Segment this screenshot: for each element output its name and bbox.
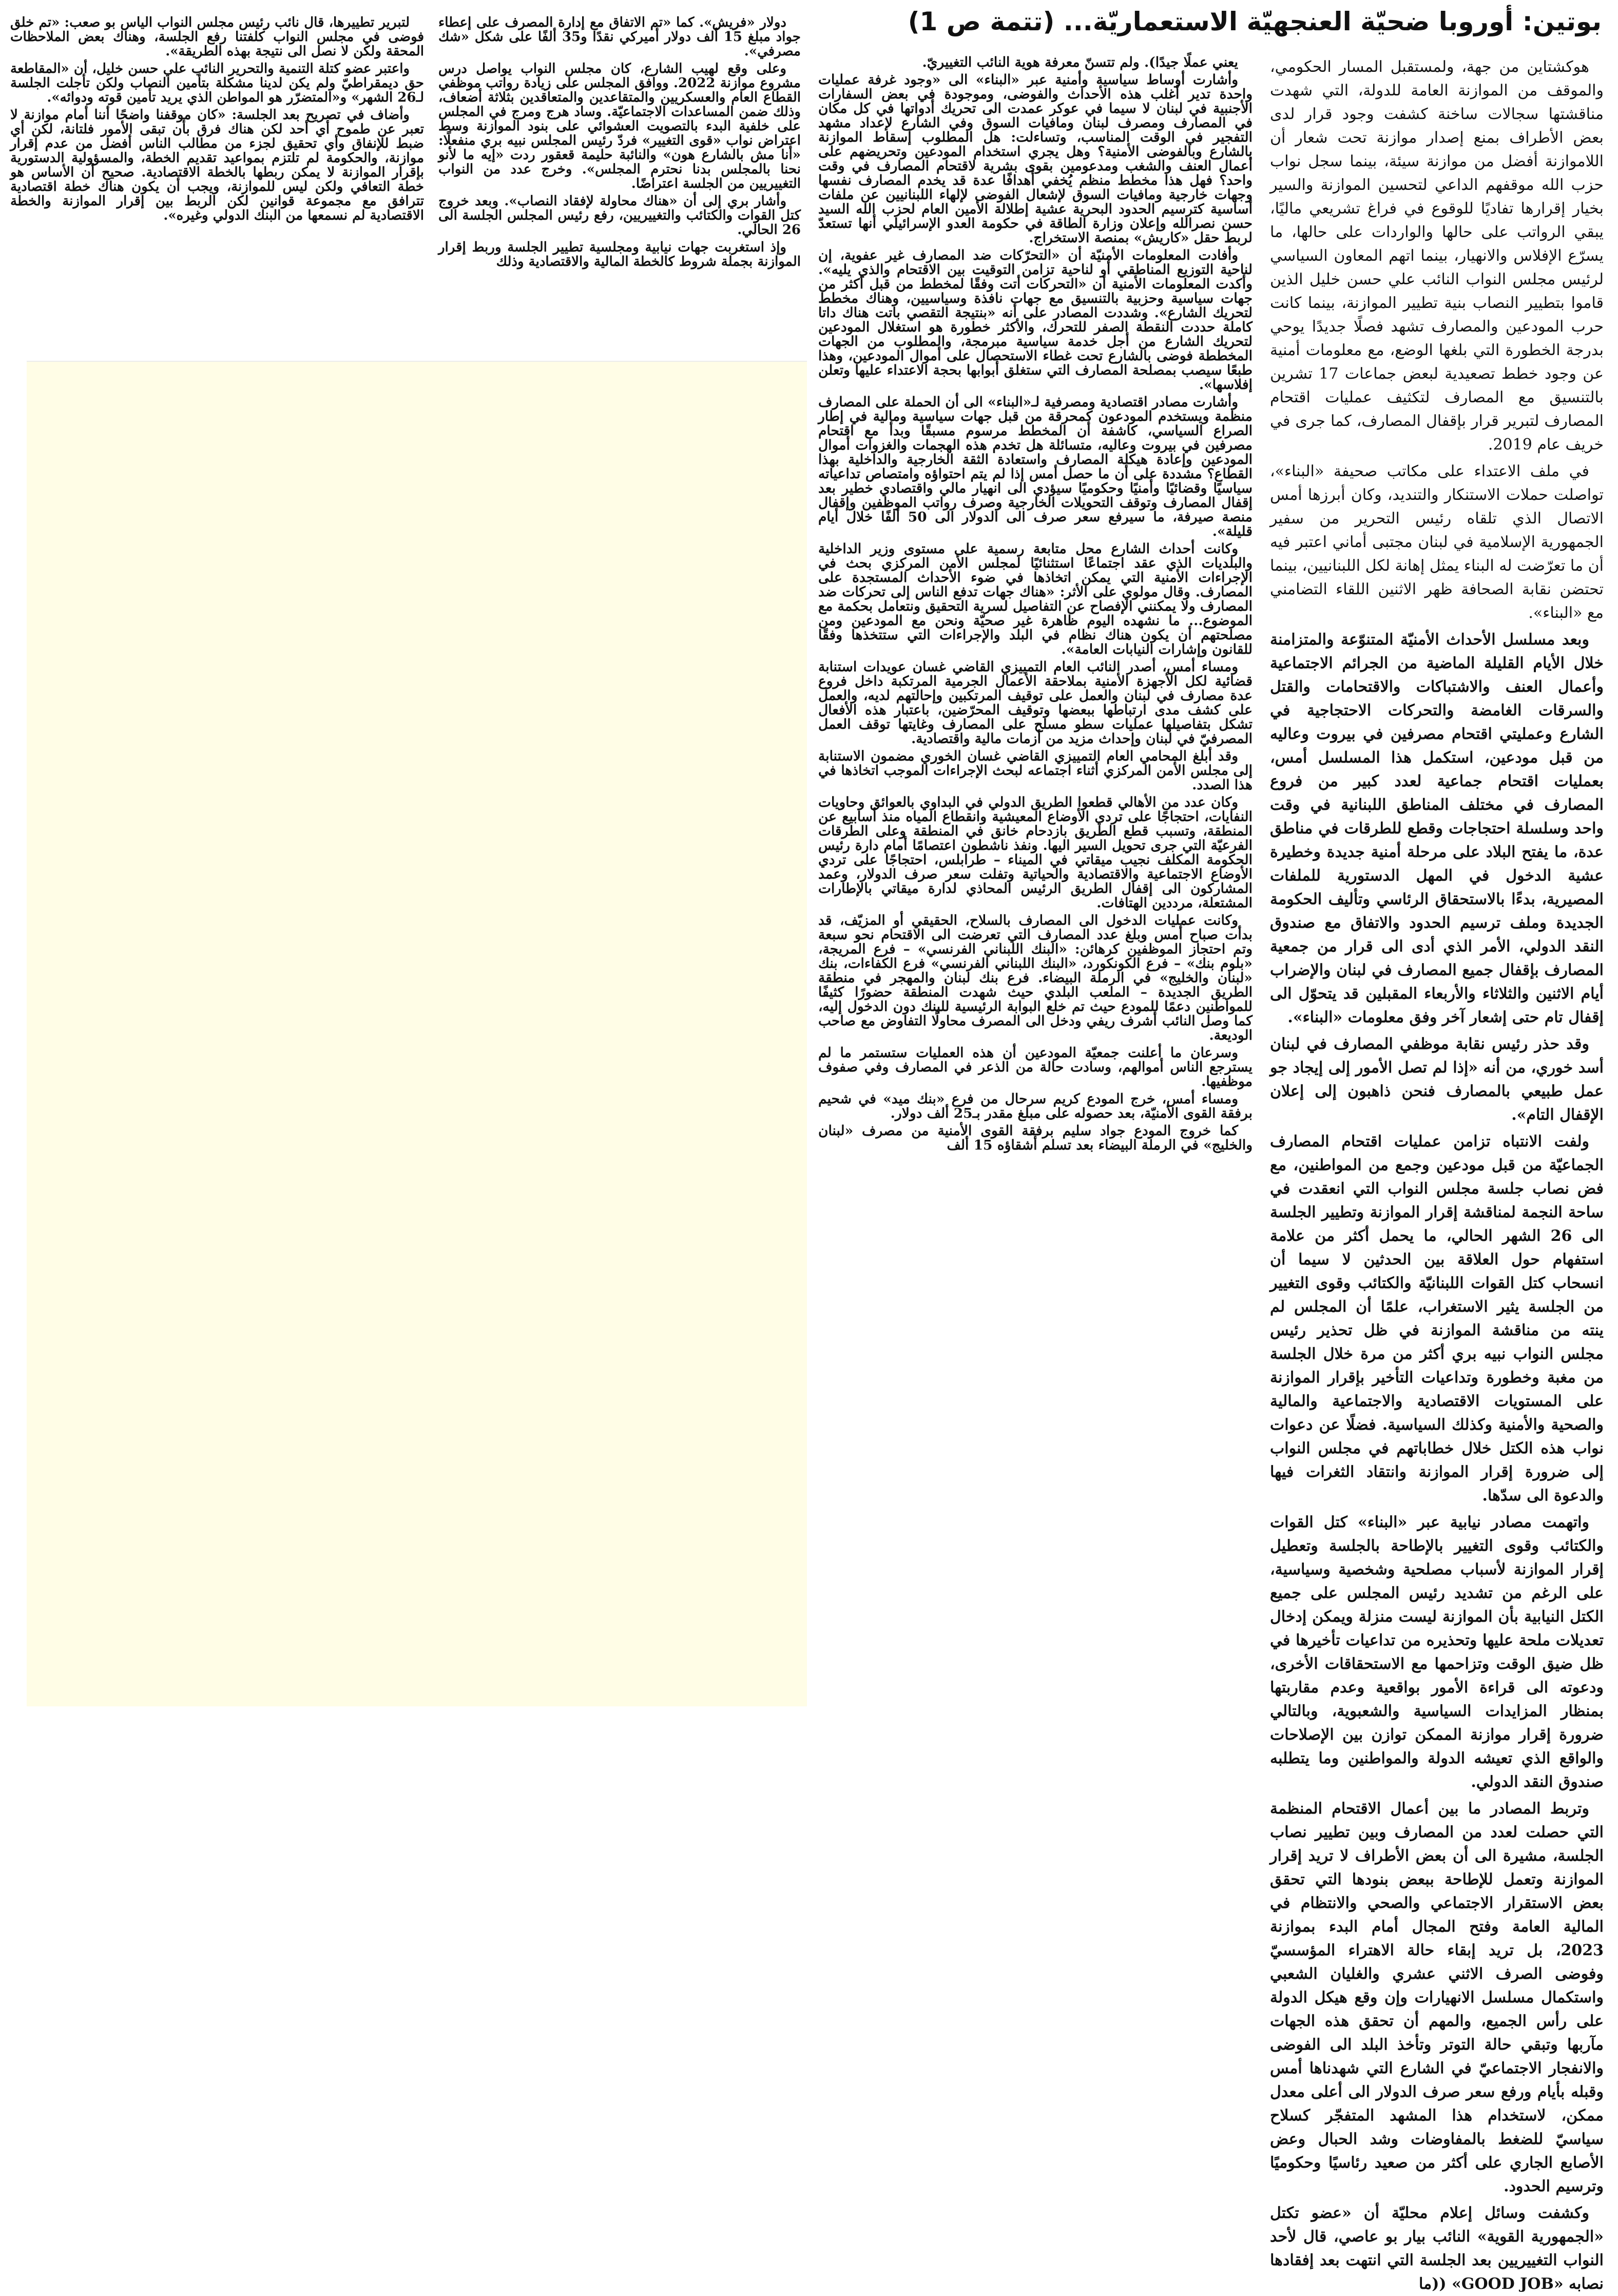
article-paragraph: وسرعان ما أعلنت جمعيّة المودعين أن هذه العمليات ستستمر ما لم يسترجع الناس أموالهم، وسادت حالة من الذعر في المصارف وفي صفوف موظفيها. <box>818 1045 1253 1089</box>
article-paragraph: هوكشتاين من جهة، ولمستقبل المسار الحكومي، والموقف من الموازنة العامة للدولة، التي شهدت مناقشتها سجالات ساخنة كشفت وجود قرار لدى بعض الأطراف بمنع إصدار موازنة تحت شعار أن اللاموازنة أفضل من موازنة سيئة، بينما سجل نواب حزب الله موقفهم الداعي لتحسين الموازنة والسير بخيار إقرارها تفاديًا للوقوع في فراغ تشريعي ماليًا، يبقي الرواتب على حالها والواردات على حالها، ما يسرّع الإفلاس والانهيار، بينما اتهم المعاون السياسي لرئيس مجلس النواب النائب علي حسن خليل الذين قاموا بتطيير النصاب بنية تطيير الموازنة، بينما كانت حرب المودعين والمصارف تشهد فصلًا جديدًا يوحي بدرجة الخطورة التي بلغها الوضع، مع معلومات أمنية عن وجود خطط تصعيدية لبعض جماعات 17 تشرين بالتنسيق مع المصارف لتكثيف عمليات اقتحام المصارف لتبرير قرار بإقفال المصارف، كما جرى في خريف عام 2019. <box>1270 58 1604 454</box>
article-column-1 <box>1270 55 1604 2293</box>
article-column-4 <box>10 15 424 349</box>
article-paragraph: وأفادت المعلومات الأمنيّة أن «التحرّكات ضد المصارف غير عفوية، إن لناحية التوزيع المناطقي أو لناحية تزامن التوقيت بين الاقتحام والذي يليه». وأكدت المعلومات الأمنية أن «التحركات أتت وفقًا لمخطط من قبل أكثر من جهات سياسية وحزبية بالتنسيق مع جهات نافذة وسياسيين، وهناك مخطط لتحريك الشارع». وشددت المصادر على أنه «بنتيجة التقصي باتت هناك داتا كاملة حددت النقطة الصفر للتحرك، والأكثر خطورة هو استغلال المودعين لتحريك الشارع من أجل خدمة سياسية مبرمجة، والمطلوب من الجهات المخططة فوضى بالشارع تحت غطاء الاستحصال على أموال المودعين، وهذا طبعًا سيصب بمصلحة المصارف التي ستغلق أبوابها بحجة الاعتداء عليها وتعلن إفلاسها». <box>818 247 1253 393</box>
article-paragraph: وكان عدد من الأهالي قطعوا الطريق الدولي في البداوي بالعوائق وحاويات النفايات، احتجاجًا على تردي الأوضاع المعيشية وانقطاع المياه منذ أسابيع عن المنطقة، وتسبب قطع الطريق بازدحام خانق في المنطقة وعلى الطرقات الفرعيّة التي جرى تحويل السير اليها. ونفذ ناشطون اعتصامًا أمام دارة رئيس الحكومة المكلف نجيب ميقاتي في الميناء – طرابلس، احتجاجًا على تردي الأوضاع الاجتماعية والاقتصادية والحياتية وتفلت سعر صرف الدولار، وعمد المشاركون الى إقفال الطريق الرئيس المحاذي لدارة ميقاتي بالإطارات المشتعلة، مرددين الهتافات. <box>818 794 1253 911</box>
advertisement-placeholder <box>27 361 807 1706</box>
article-paragraph: وأشارت أوساط سياسية وأمنية عبر «البناء» الى «وجود غرفة عمليات واحدة تدير أغلب هذه الأحداث والفوضى، وموجودة في بعض السفارات الأجنبية في لبنان لا سيما في عوكر عمدت الى تحريك أدواتها في كل مكان في المصارف ومصرف لبنان ومافيات السوق وفي الشارع لإعداد مشهد التفجير في الوقت المناسب، وتساءلت: هل المطلوب إسقاط الموازنة بالشارع وبالفوضى الأمنية؟ وهل يجري استخدام المودعين وتحريضهم على أعمال العنف والشغب ومدعومين بقوى بشرية لاقتحام المصارف في وقت واحد؟ فهل هذا مخطط منظم يُخفي أهدافًا عدة قد يخدم المصارف نفسها وجهات خارجية ومافيات السوق لإشعال الفوضى لإلهاء اللبنانيين عن ملفات أساسية كترسيم الحدود البحرية عشية إطلالة الأمين العام لحزب الله السيد حسن نصرالله وإعلان وزارة الطاقة في حكومة العدو الإسرائيلي أنها تستعدّ لربط حقل «كاريش» بمنصة الاستخراج. <box>818 72 1253 246</box>
article-paragraph: لتبرير تطييرها، قال نائب رئيس مجلس النواب الياس بو صعب: «تم خلق فوضى في مجلس النواب كلفتنا رفع الجلسة، وهناك بعض الملاحظات المحقة ولكن لا نصل الى نتيجة بهذه الطريقة». <box>10 15 424 59</box>
article-paragraph: وكانت عمليات الدخول الى المصارف بالسلاح، الحقيقي أو المزيّف، قد بدأت صباح أمس وبلغ عدد المصارف التي تعرضت الى الاقتحام نحو سبعة وتم احتجاز الموظفين كرهائن: «البنك اللبناني الفرنسي» – فرع المريجة، «بلوم بنك» – فرع الكونكورد، «البنك اللبناني الفرنسي» فرع الكفاءات، بنك «لبنان والخليج» في الرملة البيضاء. فرع بنك لبنان والمهجر في منطقة الطريق الجديدة – الملعب البلدي حيث شهدت المنطقة حضورًا كثيفًا للمواطنين دعمًا للمودع حيث تم خلع البوابة الرئيسية للبنك دون الدخول إليه، كما وصل النائب أشرف ريفي ودخل الى المصرف محاولًا التفاوض مع صاحب الوديعة. <box>818 912 1253 1043</box>
article-paragraph: ومساء أمس، أصدر النائب العام التمييزي القاضي غسان عويدات استنابة قضائية لكل الأجهزة الأمنية بملاحقة الأعمال الجرمية المرتكبة داخل فروع عدة مصارف في لبنان والعمل على توقيف المرتكبين وإحالتهم لديه، والعمل على كشف مدى ارتباطها ببعضها وتوقيف المحرّضين، باعتبار هذه الأفعال تشكل بتفاصيلها عمليات سطو مسلح على المصارف وغايتها توقف العمل المصرفيّ في لبنان وإحداث مزيد من أزمات مالية واقتصادية. <box>818 659 1253 747</box>
article-paragraph: وقد أبلغ المحامي العام التمييزي القاضي غسان الخوري مضمون الاستنابة إلى مجلس الأمن المركزي أثناء اجتماعه لبحث الإجراءات الموجب اتخاذها في هذا الصدد. <box>818 748 1253 793</box>
article-paragraph: في ملف الاعتداء على مكاتب صحيفة «البناء»، تواصلت حملات الاستنكار والتنديد، وكان أبرزها أمس الاتصال الذي تلقاه رئيس التحرير من سفير الجمهورية الإسلامية في لبنان مجتبى أماني اعتبر فيه أن ما تعرّضت له البناء يمثل إهانة لكل اللبنانيين، بينما تحتضن نقابة الصحافة ظهر الاثنين اللقاء التضامني مع «البناء». <box>1270 462 1604 622</box>
article-paragraph: ولفت الانتباه تزامن عمليات اقتحام المصارف الجماعيّة من قبل مودعين وجمع من المواطنين، مع فض نصاب جلسة مجلس النواب التي انعقدت في ساحة النجمة لمناقشة إقرار الموازنة وتطيير الجلسة الى 26 الشهر الحالي، ما يحمل أكثر من علامة استفهام حول العلاقة بين الحدثين لا سيما أن انسحاب كتل القوات اللبنانيّة والكتائب وقوى التغيير من الجلسة يثير الاستغراب، علمًا أن المجلس لم ينته من مناقشة الموازنة في ظل تحذير رئيس مجلس النواب نبيه بري أكثر من مرة خلال الجلسة من مغبة وخطورة وتداعيات التأخير بإقرار الموازنة على المستويات الاقتصادية والاجتماعية والمالية والصحية والأمنية وكذلك السياسية. فضلًا عن دعوات نواب هذه الكتل خلال خطاباتهم في مجلس النواب إلى ضرورة إقرار الموازنة وانتقاد الثغرات فيها والدعوة الى سدّها. <box>1270 1133 1604 1505</box>
article-paragraph: وكانت أحداث الشارع محل متابعة رسمية على مستوى وزير الداخلية والبلديات الذي عقد اجتماعًا استثنائيًا لمجلس الأمن المركزي بحث في الإجراءات الأمنية التي يمكن اتخاذها في ضوء الأحداث المستجدة على المصارف. وقال مولوي على الأثر: «هناك جهات تدفع الناس إلى تحركات ضد المصارف ولا يمكنني الإفصاح عن التفاصيل لسرية التحقيق ونتعامل بحكمة مع الموضوع... ما نشهده اليوم ظاهرة غير صحيّة ونحن مع المودعين ومن مصلحتهم أن يكون هناك نظام في البلد والإجراءات التي ستتخذها وفقًا للقانون وإشارات النيابات العامة». <box>818 541 1253 657</box>
article-paragraph: وعلى وقع لهيب الشارع، كان مجلس النواب يواصل درس مشروع موازنة 2022. ووافق المجلس على زيادة رواتب موظفي القطاع العام والعسكريين والمتقاعدين والمتعاقدين بثلاثة أضعاف، وذلك ضمن المساعدات الاجتماعيّة. وساد هرج ومرج في المجلس على خلفية البدء بالتصويت العشوائي على بنود الموازنة وسط اعتراض نواب «قوى التغيير» فردّ رئيس المجلس نبيه بري منفعلًا: «أنا مش بالشارع هون» والنائبة حليمة قعقور ردت «إيه ما لأنو نحنا بالمجلس بدنا نحترم المجلس». وخرج عدد من النواب التغييريين من الجلسة اعتراضًا. <box>438 61 801 191</box>
article-paragraph: وكشفت وسائل إعلام محليّة أن «عضو تكتل «الجمهورية القوية» النائب بيار بو عاصي، قال لأحد النواب التغييريين بعد الجلسة التي انتهت بعد إفقادها نصابه «GOOD JOB» ((ما <box>1270 2204 1604 2293</box>
article-paragraph: وبعد مسلسل الأحداث الأمنيّة المتنوّعة والمتزامنة خلال الأيام القليلة الماضية من الجرائم الاجتماعية وأعمال العنف والاشتباكات والاقتحامات والقتل والسرقات الغامضة والتحركات الاحتجاجية في الشارع وعمليتي اقتحام مصرفين في بيروت وعاليه من قبل مودعين، استكمل هذا المسلسل أمس، بعمليات اقتحام جماعية لعدد كبير من فروع المصارف في مختلف المناطق اللبنانية في وقت واحد وسلسلة احتجاجات وقطع للطرقات في مناطق عدة، ما يفتح البلاد على مرحلة أمنية جديدة وخطيرة عشية الدخول في المهل الدستورية للملفات المصيرية، بدءًا بالاستحقاق الرئاسي وتأليف الحكومة الجديدة وملف ترسيم الحدود والاتفاق مع صندوق النقد الدولي، الأمر الذي أدى الى قرار من جمعية المصارف بإقفال جميع المصارف في لبنان والإضراب أيام الاثنين والثلاثاء والأربعاء المقبلين قد يتحوّل الى إقفال تام حتى إشعار آخر وفق معلومات «البناء». <box>1270 631 1604 1026</box>
article-paragraph: واعتبر عضو كتلة التنمية والتحرير النائب علي حسن خليل، أن «المقاطعة حق ديمقراطيّ ولم يكن لدينا مشكلة بتأمين النصاب ولكن تأجلت الجلسة لـ26 الشهر» و«المتضرّر هو المواطن الذي يريد تأمين قوته ودوائه». <box>10 61 424 105</box>
article-paragraph: كما خروج المودع جواد سليم برفقة القوى الأمنية من مصرف «لبنان والخليج» في الرملة البيضاء بعد تسلم أشقاؤه 15 ألف <box>818 1123 1253 1153</box>
article-paragraph: يعني عملًا جيدًا). ولم تتسنّ معرفة هوية النائب التغييريّ. <box>922 54 1238 70</box>
article-paragraph: دولار «فريش». كما «تم الاتفاق مع إدارة المصرف على إعطاء جواد مبلغ 15 ألف دولار أميركي نقدًا و35 ألفًا على شكل «شك مصرفي». <box>438 15 801 59</box>
article-paragraph: ومساء أمس، خرج المودع كريم سرحال من فرع «بنك ميد» في شحيم برفقة القوى الأمنيّة، بعد حصوله على مبلغ مقدر بـ25 ألف دولار. <box>818 1091 1253 1121</box>
article-paragraph: واتهمت مصادر نيابية عبر «البناء» كتل القوات والكتائب وقوى التغيير بالإطاحة بالجلسة وتعطيل إقرار الموازنة لأسباب مصلحية وشخصية وسياسية، على الرغم من تشديد رئيس المجلس على جميع الكتل النيابية بأن الموازنة ليست منزلة ويمكن إدخال تعديلات ملحة عليها وتحذيره من تداعيات تأخيرها في ظل ضيق الوقت وتزاحمها مع الاستحقاقات الأخرى، ودعوته الى قراءة الأمور بواقعية وعدم مقاربتها بمنظار المزايدات السياسية والشعبوية، وبالتالي ضرورة إقرار موازنة الممكن توازن بين الإصلاحات والواقع الذي تعيشه الدولة والمواطنين وما يتطلبه صندوق النقد الدولي. <box>1270 1513 1604 1791</box>
article-paragraph: وأضاف في تصريح بعد الجلسة: «كان موقفنا واضحًا أننا أمام موازنة لا تعبر عن طموح أي أحد لكن هناك فرق بأن تبقى الأمور فلتانة، لكن أي ضبط للإنفاق وأي تحقيق لجزء من مطالب الناس أفضل من عدم إقرار موازنة، والحكومة لم تلتزم بمواعيد تقديم الخطة، والمسؤولية الدستورية بإقرار الموازنة لا يمكن ربطها بالخطة الاقتصادية. صحيح أن الأساس هو خطة التعافي ولكن ليس للموازنة، ويجب أن يكون هناك خطة اقتصادية تترافق مع مجموعة قوانين لكن الربط بين إقرار الموازنة والخطة الاقتصادية لم نسمعها من البنك الدولي وغيره». <box>10 107 424 223</box>
article-column-2 <box>818 55 1253 1708</box>
article-paragraph: وأشارت مصادر اقتصادية ومصرفية لـ«البناء» الى أن الحملة على المصارف منظمة ويستخدم المودعون كمحرقة من قبل جهات سياسية ومالية في إطار الصراع السياسي، كاشفة أن المخطط مرسوم مسبقًا وبدأ مع اقتحام مصرفين في بيروت وعاليه، متسائلة هل تخدم هذه الهجمات والغزوات أموال المودعين وإعادة هيكلة المصارف واستعادة الثقة الخارجية والداخلية بهذا القطاع؟ مشددة على أن ما حصل أمس إذا لم يتم احتواؤه وامتصاص تداعياته سياسيًا وقضائيًا وأمنيًا وحكوميًا سيؤدي الى انهيار مالي واقتصادي خطير بعد إقفال المصارف وتوقف التحويلات الخارجية وصرف رواتب الموظفين وإقفال منصة صيرفة، ما سيرفع سعر صرف الى الدولار الى 50 ألفًا خلال أيام قليلة». <box>818 394 1253 539</box>
article-paragraph: وقد حذر رئيس نقابة موظفي المصارف في لبنان أسد خوري، من أنه «إذا لم تصل الأمور إلى إيجاد جو عمل طبيعي بالمصارف فنحن ذاهبون إلى إعلان الإقفال التام». <box>1270 1035 1604 1124</box>
article-paragraph: وتربط المصادر ما بين أعمال الاقتحام المنظمة التي حصلت لعدد من المصارف وبين تطيير نصاب الجلسة، مشيرة الى أن بعض الأطراف لا تريد إقرار الموازنة وتعمل للإطاحة ببعض بنودها التي تحقق بعض الاستقرار الاجتماعي والصحي والانتظام في المالية العامة وفتح المجال أمام البدء بموازنة 2023، بل تريد إبقاء حالة الاهتراء المؤسسيّ وفوضى الصرف الاثني عشري والغليان الشعبي واستكمال مسلسل الانهيارات وإن وقع هيكل الدولة على رأس الجميع، والمهم أن تحقق هذه الجهات مآربها وتبقي حالة التوتر وتأخذ البلد الى الفوضى والانفجار الاجتماعيّ في الشارع التي شهدناها أمس وقبله بأيام ورفع سعر صرف الدولار الى أعلى معدل ممكن، لاستخدام هذا المشهد المتفجّر كسلاح سياسيّ للضغط بالمفاوضات وشد الحبال وعض الأصابع الجاري على أكثر من صعيد رئاسيًا وحكوميًا وترسيم الحدود. <box>1270 1800 1604 2195</box>
article-paragraph: وأشار بري إلى أن «هناك محاولة لإفقاد النصاب». وبعد خروج كتل القوات والكتائب والتغييريين، رفع رئيس المجلس الجلسة الى 26 الحالي. <box>438 193 801 238</box>
article-column-3 <box>438 15 801 349</box>
page-title: بوتين: أوروبا ضحيّة العنجهيّة الاستعماريّة... (تتمة ص 1) <box>908 7 1602 36</box>
article-paragraph: وإذ استغربت جهات نيابية ومجلسية تطيير الجلسة وربط إقرار الموازنة بجملة شروط كالخطة المالية والاقتصادية وذلك <box>438 240 801 269</box>
